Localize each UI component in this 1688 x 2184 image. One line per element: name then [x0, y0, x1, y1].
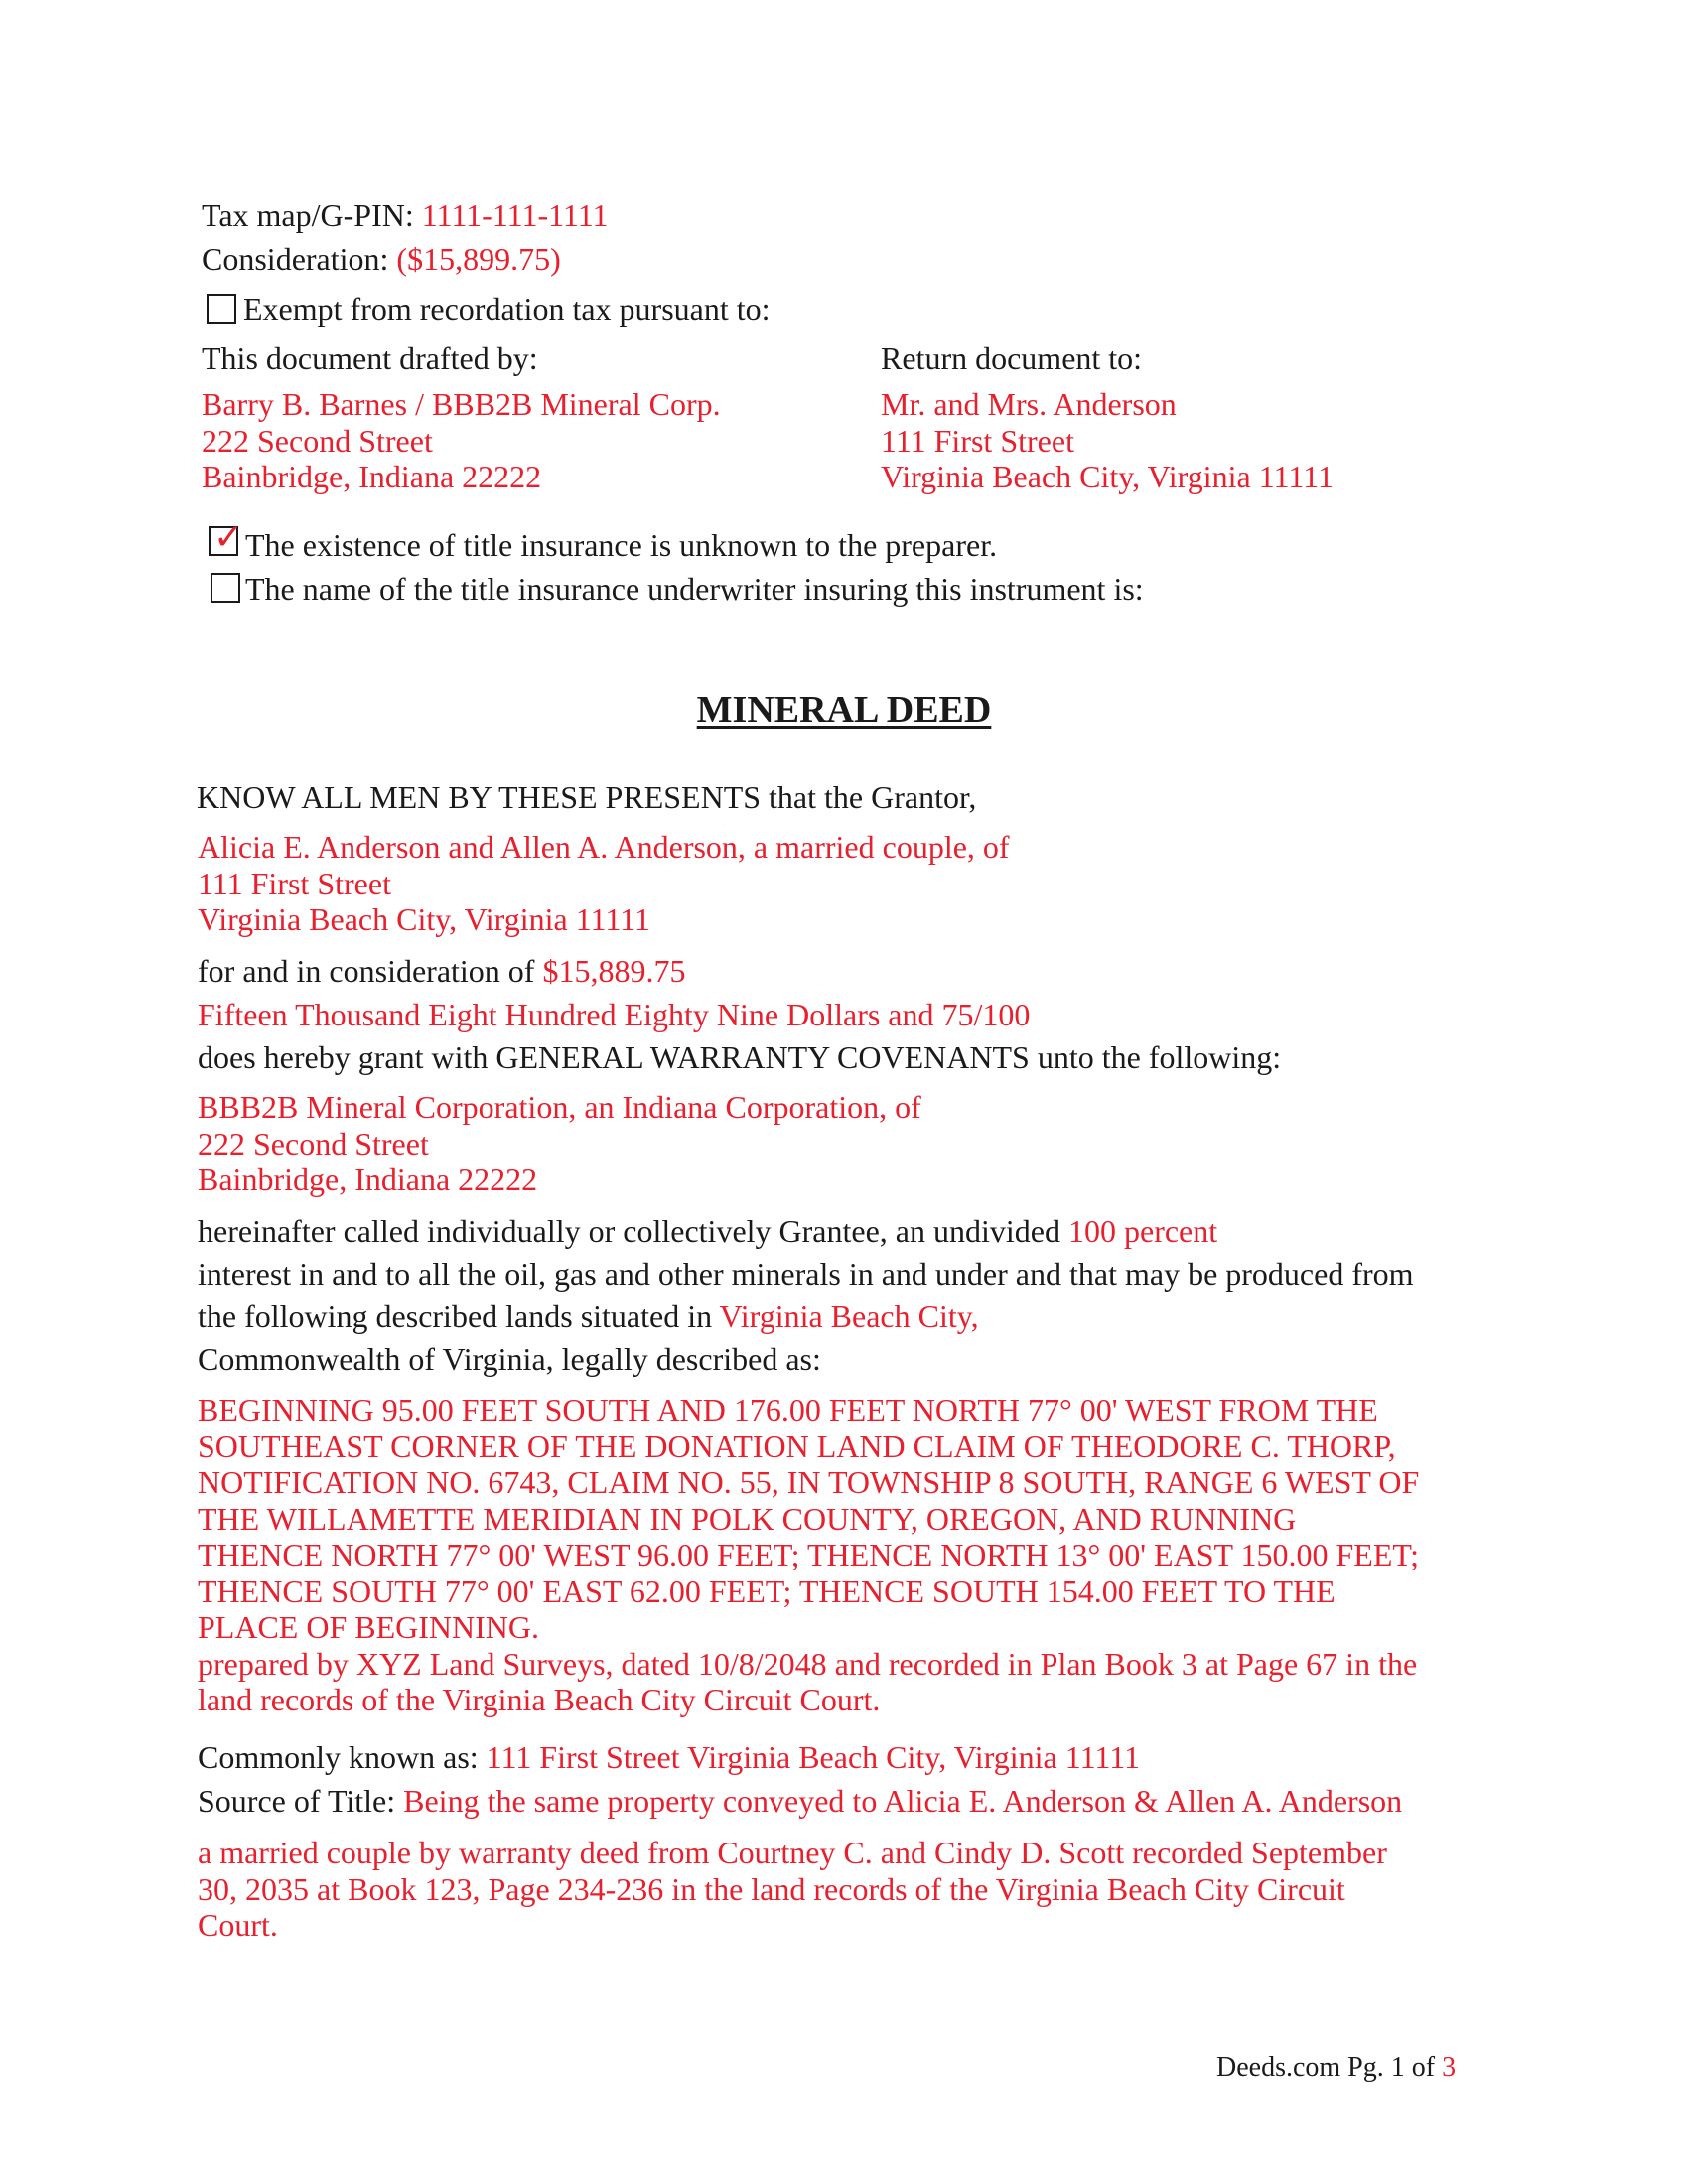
situated-city: Virginia Beach City,	[719, 1298, 979, 1334]
consideration-clause	[198, 953, 685, 990]
legal-description-line: PLACE OF BEGINNING.	[198, 1609, 539, 1645]
underwriter-label: The name of the title insurance underwriter insuring this instrument is:	[245, 571, 1144, 607]
legal-description-line: land records of the Virginia Beach City Circuit Court.	[198, 1682, 881, 1717]
grant-text: does hereby grant with GENERAL WARRANTY COVENANTS unto the following:	[198, 1039, 1282, 1075]
commonly-known-line	[198, 1739, 1140, 1776]
consideration-words: Fifteen Thousand Eight Hundred Eighty Nine Dollars and 75/100	[198, 997, 1031, 1032]
drafted-by-address	[202, 386, 721, 495]
title-insurance-unknown-checkbox[interactable]	[209, 517, 244, 558]
source-line: a married couple by warranty deed from Courtney C. and Cindy D. Scott recorded September	[198, 1835, 1387, 1870]
legal-description-line: prepared by XYZ Land Surveys, dated 10/8/2048 and recorded in Plan Book 3 at Page 67 in the	[198, 1645, 1418, 1682]
tax-map-label: Tax map/G-PIN:	[202, 198, 422, 233]
deed-intro: KNOW ALL MEN BY THESE PRESENTS that the Grantor,	[197, 779, 977, 815]
exempt-label: Exempt from recordation tax pursuant to:	[243, 291, 771, 327]
consideration-amount: $15,889.75	[542, 953, 686, 989]
grantee-line: Bainbridge, Indiana 22222	[198, 1161, 538, 1197]
source-first: Being the same property conveyed to Alicia E. Anderson & Allen A. Anderson	[403, 1783, 1403, 1819]
drafted-by-line: Barry B. Barnes / BBB2B Mineral Corp.	[202, 386, 721, 422]
source-line: Court.	[198, 1907, 278, 1943]
grantor-line: Alicia E. Anderson and Allen A. Anderson, a married couple, of	[198, 829, 1010, 865]
legal-description	[198, 1392, 1419, 1718]
hereinafter-prefix: hereinafter called individually or collectively Grantee, an undivided	[198, 1213, 1068, 1249]
legal-description-line: THENCE NORTH 77° 00' WEST 96.00 FEET; THENCE NORTH 13° 00' EAST 150.00 FEET;	[198, 1537, 1420, 1572]
commonwealth-text: Commonwealth of Virginia, legally described as:	[198, 1341, 821, 1377]
drafted-by-line: Bainbridge, Indiana 22222	[202, 459, 542, 494]
source-label: Source of Title:	[198, 1783, 404, 1819]
commonly-known-value: 111 First Street Virginia Beach City, Virginia 11111	[486, 1739, 1140, 1775]
hereinafter-clause	[198, 1213, 1217, 1250]
legal-description-line: SOUTHEAST CORNER OF THE DONATION LAND CLAIM OF THEODORE C. THORP,	[198, 1428, 1396, 1464]
grantee-line: BBB2B Mineral Corporation, an Indiana Corporation, of	[198, 1089, 921, 1125]
grantor-line: 111 First Street	[198, 865, 391, 901]
consideration-value: ($15,899.75)	[396, 241, 561, 277]
legal-description-line: BEGINNING 95.00 FEET SOUTH AND 176.00 FEET NORTH 77° 00' WEST FROM THE	[198, 1392, 1378, 1428]
interest-text: interest in and to all the oil, gas and other minerals in and under and that may be produced from	[198, 1256, 1414, 1292]
consideration-line	[202, 241, 561, 278]
consideration-prefix: for and in consideration of	[198, 953, 543, 989]
exempt-checkbox[interactable]	[207, 294, 236, 324]
commonly-known-label: Commonly known as:	[198, 1739, 487, 1775]
tax-map-line	[202, 198, 609, 234]
interest-percent: 100 percent	[1067, 1213, 1218, 1249]
grantor-line: Virginia Beach City, Virginia 11111	[198, 901, 650, 937]
return-to-line: Virginia Beach City, Virginia 11111	[881, 459, 1334, 494]
source-of-title-block	[198, 1835, 1387, 1944]
return-to-label: Return document to:	[881, 341, 1143, 376]
grantee-block	[198, 1089, 921, 1198]
underwriter-checkbox[interactable]	[211, 573, 240, 603]
return-to-line: 111 First Street	[881, 422, 1074, 459]
drafted-by-label: This document drafted by:	[202, 341, 538, 376]
grantee-line: 222 Second Street	[198, 1125, 429, 1161]
drafted-by-line: 222 Second Street	[202, 422, 433, 459]
consideration-label: Consideration:	[202, 241, 397, 277]
situated-prefix: the following described lands situated in	[198, 1298, 720, 1334]
source-line: 30, 2035 at Book 123, Page 234-236 in the land records of the Virginia Beach City Circuit	[198, 1870, 1345, 1907]
checkmark-icon: ✓	[213, 517, 244, 558]
footer-total-pages: 3	[1442, 2052, 1457, 2083]
page-footer	[1216, 2052, 1456, 2084]
legal-description-line: THE WILLAMETTE MERIDIAN IN POLK COUNTY, OREGON, AND RUNNING	[198, 1500, 1297, 1537]
tax-map-value: 1111-111-1111	[421, 198, 609, 233]
legal-description-line: THENCE SOUTH 77° 00' EAST 62.00 FEET; THENCE SOUTH 154.00 FEET TO THE	[198, 1572, 1336, 1609]
situated-clause	[198, 1298, 979, 1335]
title-insurance-unknown-label: The existence of title insurance is unknown to the preparer.	[245, 527, 998, 563]
footer-text: Deeds.com Pg. 1 of	[1216, 2052, 1443, 2083]
return-to-line: Mr. and Mrs. Anderson	[881, 386, 1177, 422]
deed-title: MINERAL DEED	[696, 689, 992, 731]
return-to-address	[881, 386, 1334, 495]
source-of-title-line	[198, 1783, 1402, 1820]
legal-description-line: NOTIFICATION NO. 6743, CLAIM NO. 55, IN TOWNSHIP 8 SOUTH, RANGE 6 WEST OF	[198, 1464, 1420, 1500]
grantor-block	[198, 829, 1010, 938]
